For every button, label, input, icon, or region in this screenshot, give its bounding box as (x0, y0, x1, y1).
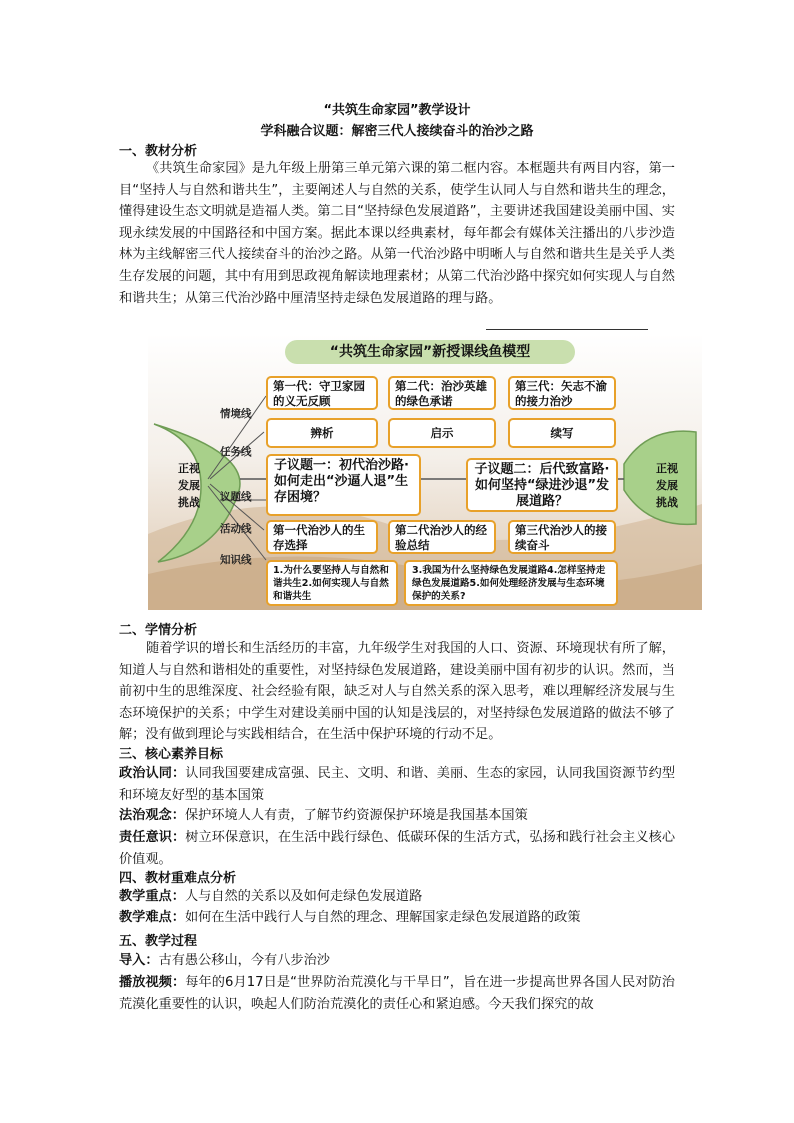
section-3-heading: 三、核心素养目标 (119, 747, 224, 762)
activity-box-1: 第一代治沙人的生存选择 (266, 520, 378, 554)
task-box-inspire: 启示 (388, 418, 496, 448)
section-2-heading: 二、学情分析 (119, 623, 198, 638)
activity-box-2: 第二代治沙人的经验总结 (388, 520, 496, 554)
situation-box-2: 第二代：治沙英雄的绿色承诺 (388, 376, 496, 410)
issue-box-1: 子议题一：初代治沙路·如何走出“沙逼人退”生存困境？ (266, 454, 421, 516)
label-situation-line: 情境线 (220, 408, 252, 420)
core-literacy-label: 政治认同： (119, 766, 186, 781)
intro-label: 导入： (119, 953, 159, 968)
core-literacy-item (119, 805, 679, 827)
situation-box-1: 第一代：守卫家园的义无反顾 (266, 376, 378, 410)
document-title: “共筑生命家园”教学设计 (323, 103, 471, 118)
section-1-body: 《共筑生命家园》是九年级上册第三单元第六课的第二框内容。本框题共有两目内容，第一目“坚持人与自然和谐共生”，主要阐述人与自然的关系，使学生认同人与自然和谐共生的理念，懂得建设生态文明就是造福人类。第二目“坚持绿色发展道路”，主要讲述我国建设美丽中国、实现永续发展的中国路径和中国方案。据此本课以经典素材，每年都会有媒体关注播出的八步沙造林为主线解密三代人接续奋斗的治沙之路。从第一代治沙路中明晰人与自然和谐共生是关乎人类生存发展的问题，其中有用到思政视角解读地理素材；从第二代治沙路中探究如何实现人与自然和谐共生；从第三代治沙路中厘清坚持走绿色发展道路的理与路。 (119, 161, 675, 306)
intro-text: 古有愚公移山，今有八步治沙 (158, 953, 330, 968)
section-1-heading: 一、教材分析 (119, 144, 198, 159)
section-2-body: 随着学识的增长和生活经历的丰富，九年级学生对我国的人口、资源、环境现状有所了解，知道人与自然和谐相处的重要性，对坚持绿色发展道路，建设美丽中国有初步的认识。然而，当前初中生的思维深度、社会经验有限，缺乏对人与自然关系的深入思考，难以理解经济发展与生态环境保护的关系；中学生对建设美丽中国的认知是浅层的，对坚持绿色发展道路的做法不够了解；没有做到理论与实践相结合，在生活中保护环境的行动不足。 (119, 641, 675, 743)
label-task-line: 任务线 (220, 446, 252, 458)
activity-box-3: 第三代治沙人的接续奋斗 (508, 520, 616, 554)
issue-box-2: 子议题二：后代致富路·如何坚持“绿进沙退”发展道路？ (466, 458, 618, 512)
video-item (119, 972, 675, 1015)
task-box-continue: 续写 (508, 418, 616, 448)
section-4-heading: 四、教材重难点分析 (119, 871, 237, 886)
fish-head-left-text: 正视发展挑战 (178, 462, 200, 509)
label-activity-line: 活动线 (220, 523, 252, 535)
core-literacy-item (119, 827, 675, 870)
task-box-analyze: 辨析 (266, 418, 378, 448)
divider-line (486, 329, 648, 330)
difficult-point-label: 教学难点： (119, 910, 185, 925)
difficult-point-text: 如何在生活中践行人与自然的理念、理解国家走绿色发展道路的政策 (184, 910, 581, 925)
core-literacy-text: 认同我国要建成富强、民主、文明、和谐、美丽、生态的家园，认同我国资源节约型和环境友好型的基本国策 (119, 766, 676, 803)
key-point-item (119, 886, 679, 908)
knowledge-box-2: 3.我国为什么坚持绿色发展道路4.怎样坚持走绿色发展道路5.如何处理经济发展与生态环境保护的关系? (404, 560, 618, 606)
diagram-banner: “共筑生命家园”新授课线鱼模型 (285, 340, 575, 364)
core-literacy-text: 树立环保意识，在生活中践行绿色、低碳环保的生活方式，弘扬和践行社会主义核心价值观。 (119, 830, 676, 867)
knowledge-box-1: 1.为什么要坚持人与自然和谐共生2.如何实现人与自然和谐共生 (266, 560, 398, 606)
core-literacy-label: 法治观念： (119, 808, 185, 823)
video-text: 每年的6月17日是“世界防治荒漠化与干旱日”，旨在进一步提高世界各国人民对防治荒漠化重要性的认识，唤起人们防治荒漠化的责任心和紧迫感。今天我们探究的故 (119, 975, 675, 1012)
situation-box-3: 第三代：矢志不渝的接力治沙 (508, 376, 616, 410)
label-knowledge-line: 知识线 (220, 554, 252, 566)
document-subtitle: 学科融合议题：解密三代人接续奋斗的治沙之路 (260, 124, 534, 139)
key-point-label: 教学重点： (119, 889, 185, 904)
core-literacy-item (119, 763, 675, 806)
core-literacy-text: 保护环境人人有责，了解节约资源保护环境是我国基本国策 (184, 808, 528, 823)
fish-head-right-text: 正视发展挑战 (656, 462, 678, 509)
core-literacy-label: 责任意识： (119, 830, 186, 845)
difficult-point-item (119, 907, 679, 929)
label-issue-line: 议题线 (220, 491, 252, 503)
section-5-heading: 五、教学过程 (119, 934, 198, 949)
key-point-text: 人与自然的关系以及如何走绿色发展道路 (184, 889, 423, 904)
video-label: 播放视频： (119, 975, 186, 990)
intro-item (119, 950, 679, 972)
fishbone-diagram (148, 334, 702, 610)
